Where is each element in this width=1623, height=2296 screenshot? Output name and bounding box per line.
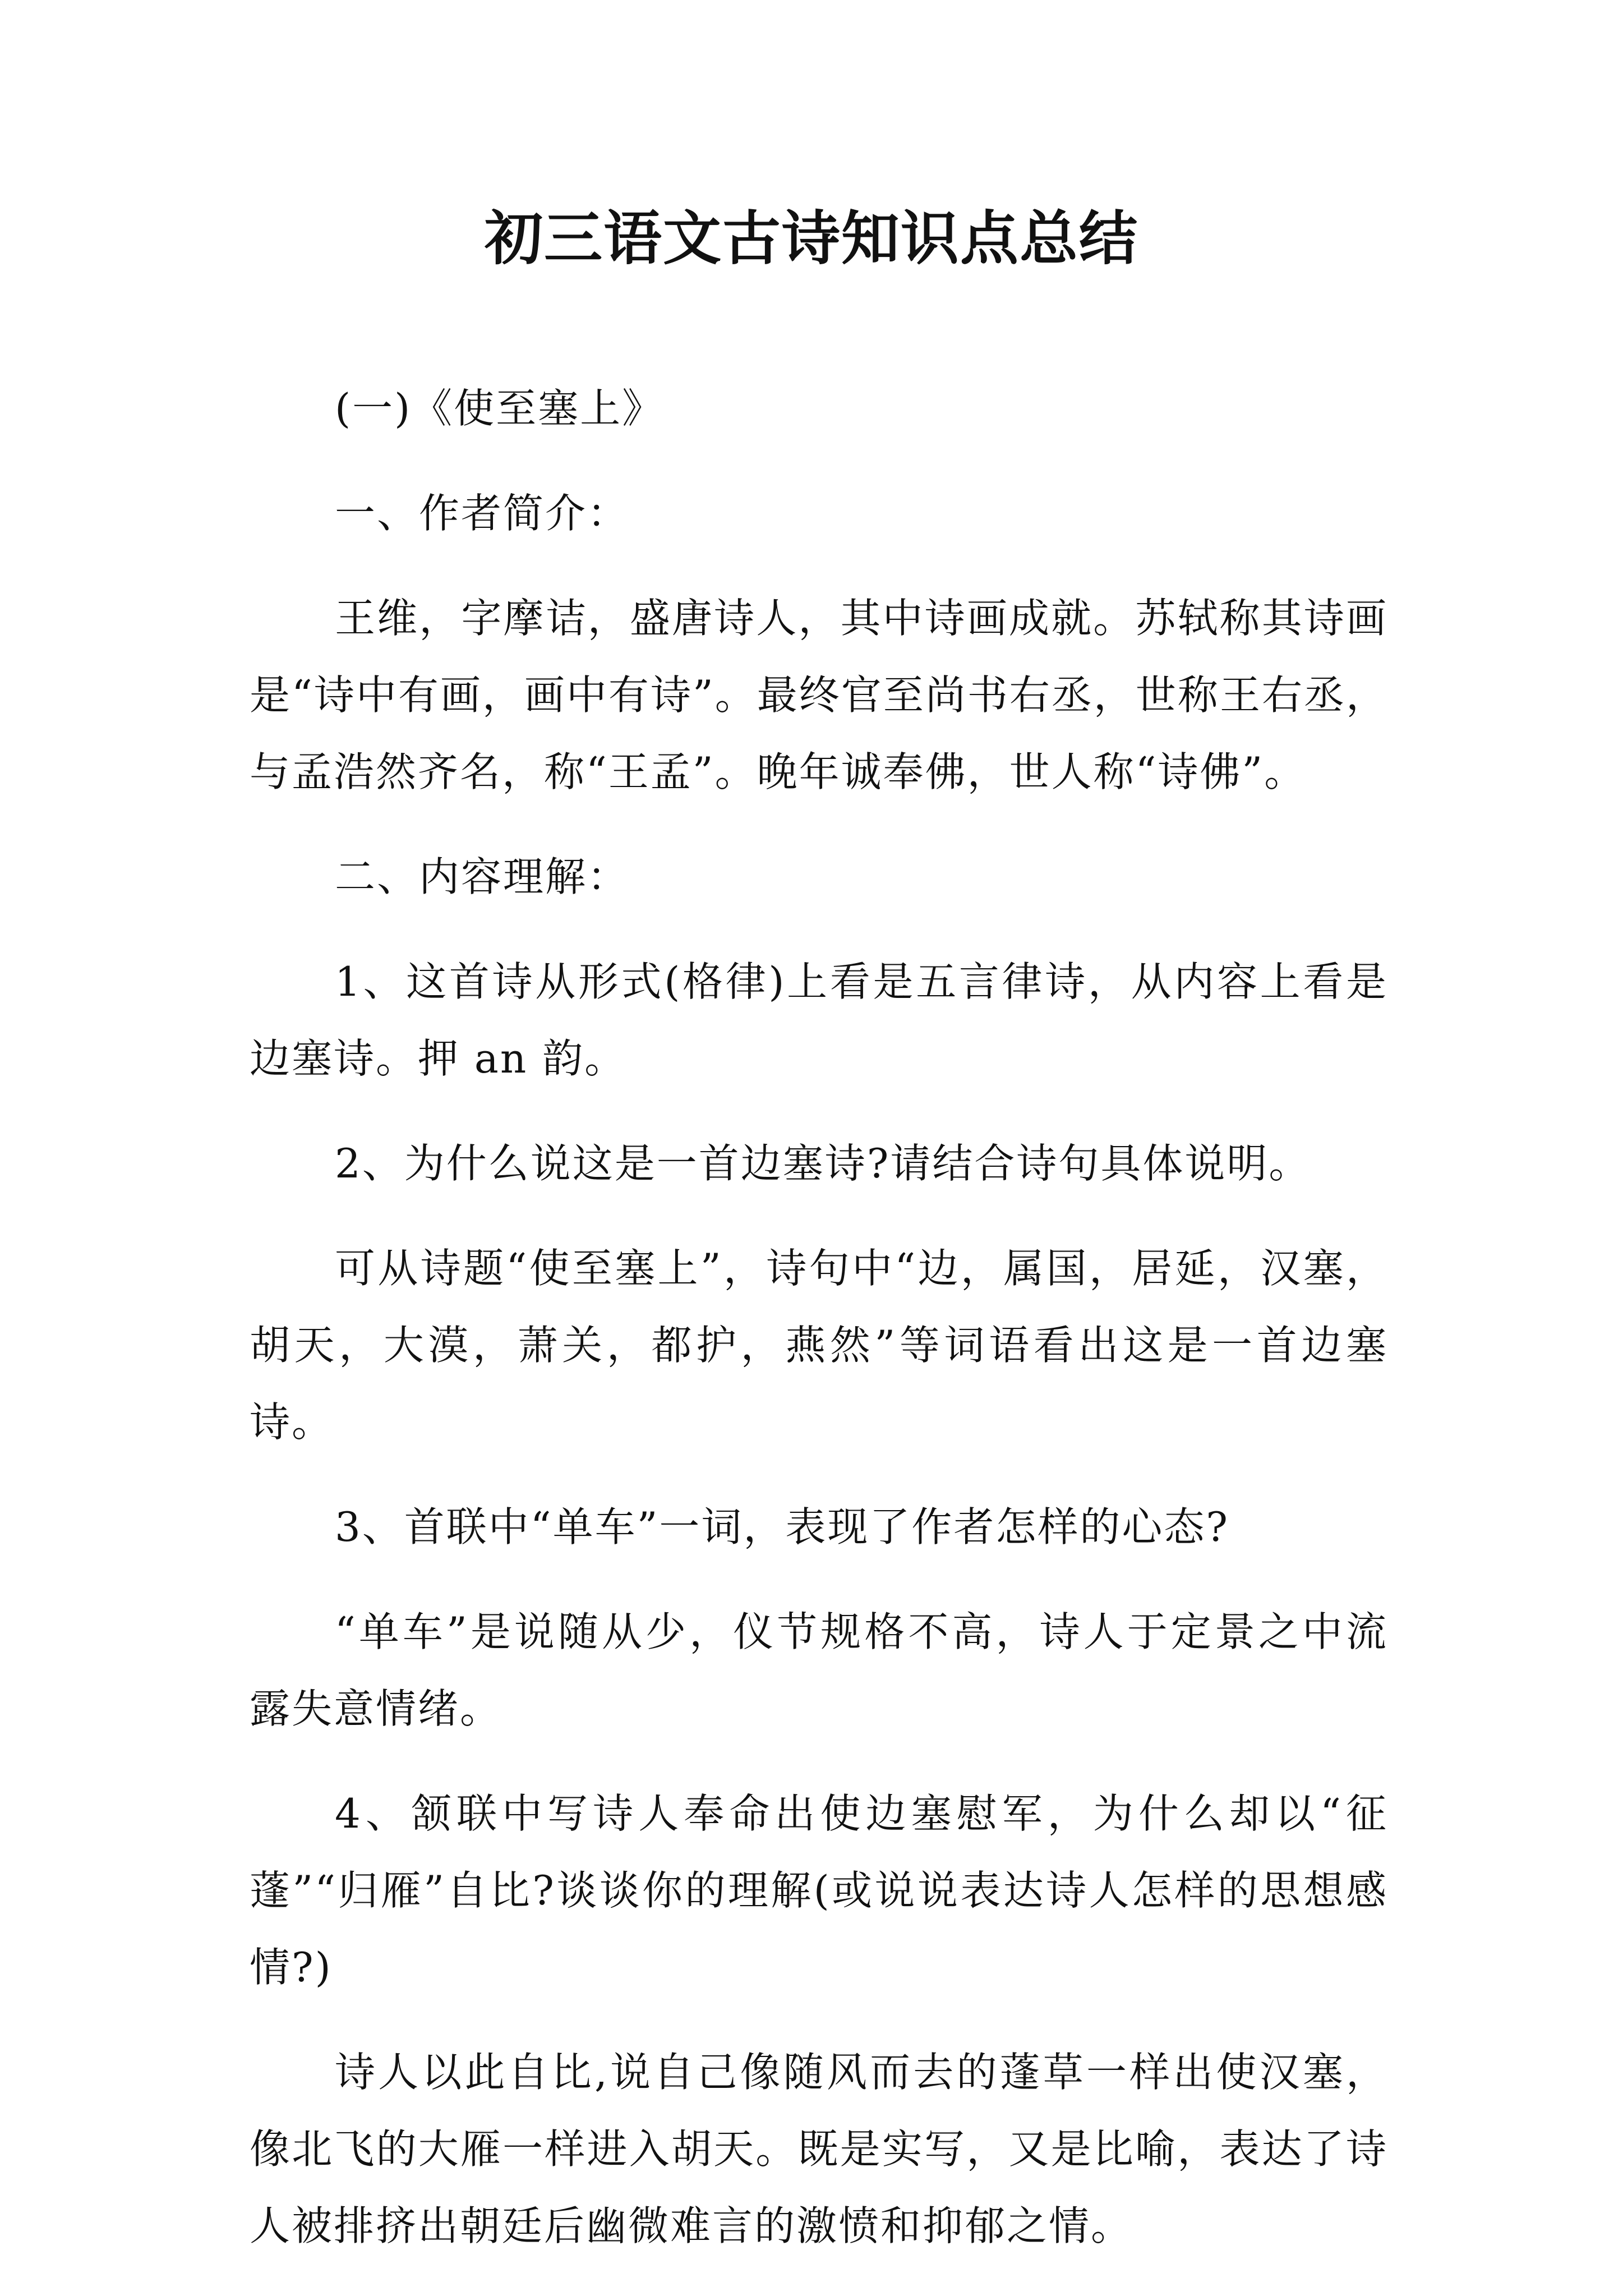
answer-2: 可从诗题“使至塞上”，诗句中“边，属国，居延，汉塞，胡天，大漠，萧关，都护，燕然”等词语看出这是一首边塞诗。	[250, 1245, 1388, 1446]
question-2: 2、为什么说这是一首边塞诗?请结合诗句具体说明。	[335, 1140, 1311, 1187]
answer-3: “单车”是说随从少，仪节规格不高，诗人于定景之中流露失意情绪。	[250, 1608, 1388, 1732]
heading-author-intro: 一、作者简介：	[335, 490, 630, 537]
paragraph-author-bio: 王维，字摩诘，盛唐诗人，其中诗画成就。苏轼称其诗画是“诗中有画，画中有诗”。最终官至尚书右丞，世称王右丞，与孟浩然齐名，称“王孟”。晚年诚奉佛，世人称“诗佛”。	[250, 595, 1388, 795]
section-heading-poem: (一)《使至塞上》	[335, 385, 665, 432]
question-3: 3、首联中“单车”一词，表现了作者怎样的心态?	[335, 1503, 1230, 1550]
answer-4: 诗人以此自比,说自己像随风而去的蓬草一样出使汉塞，像北飞的大雁一样进入胡天。既是实写，又是比喻，表达了诗人被排挤出朝廷后幽微难言的激愤和抑郁之情。	[250, 2049, 1388, 2249]
document-body	[250, 370, 1388, 2293]
question-1: 1、这首诗从形式(格律)上看是五言律诗，从内容上看是边塞诗。押 an 韵。	[250, 958, 1388, 1082]
question-4: 4、颔联中写诗人奉命出使边塞慰军，为什么却以“征蓬”“归雁”自比?谈谈你的理解(或说说表达诗人怎样的思想感情?)	[250, 1790, 1388, 1991]
document-title: 初三语文古诗知识点总结	[484, 204, 1138, 273]
heading-content-understanding: 二、内容理解：	[335, 853, 630, 900]
